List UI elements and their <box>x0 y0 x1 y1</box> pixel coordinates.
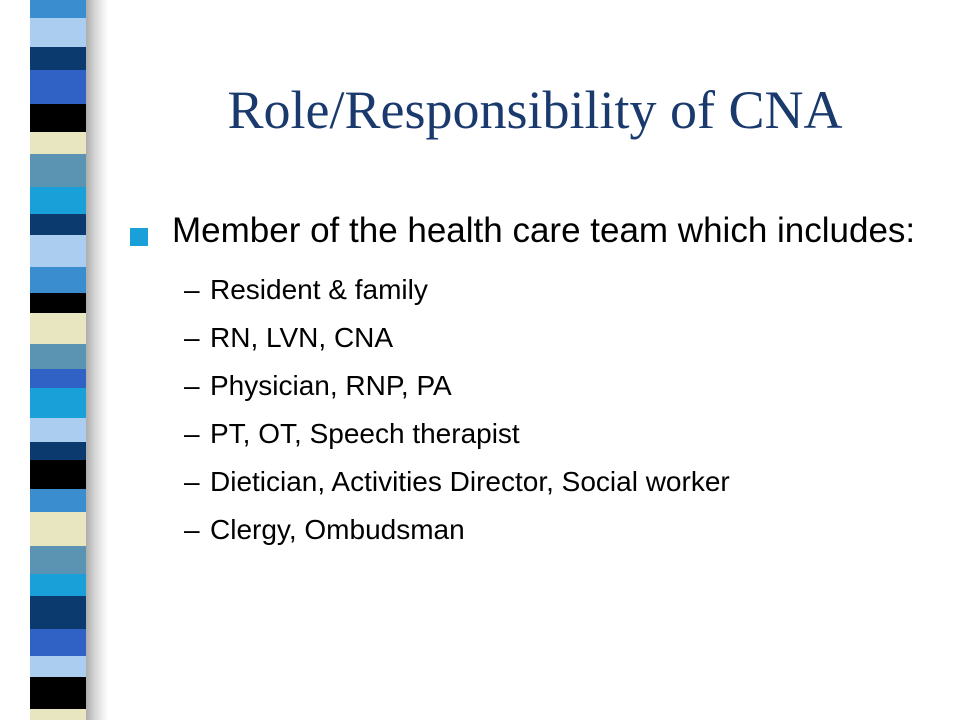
slide-title: Role/Responsibility of CNA <box>227 80 843 140</box>
sub-item-support-staff <box>130 458 930 506</box>
strip-block <box>30 709 86 720</box>
sub-bullet-list <box>130 266 930 554</box>
sub-item-text: Dietician, Activities Director, Social worker <box>210 466 730 497</box>
sub-item-resident-family <box>130 266 930 314</box>
strip-block <box>30 187 86 214</box>
strip-block <box>30 388 86 418</box>
dash-icon: – <box>184 322 200 353</box>
dash-icon: – <box>184 370 200 401</box>
sub-item-text: RN, LVN, CNA <box>210 322 394 353</box>
dash-icon: – <box>184 514 200 545</box>
dash-icon: – <box>184 466 200 497</box>
sub-item-nursing-staff <box>130 314 930 362</box>
strip-block <box>30 47 86 70</box>
strip-block <box>30 267 86 293</box>
sub-item-clergy <box>130 506 930 554</box>
strip-block <box>30 70 86 104</box>
strip-block <box>30 369 86 388</box>
strip-block <box>30 460 86 489</box>
strip-block <box>30 629 86 656</box>
strip-block <box>30 293 86 313</box>
strip-block <box>30 0 86 18</box>
strip-block <box>30 512 86 546</box>
sub-item-text: Resident & family <box>210 274 428 305</box>
strip-block <box>30 132 86 154</box>
strip-block <box>30 235 86 267</box>
strip-block <box>30 442 86 460</box>
strip-block <box>30 214 86 235</box>
strip-block <box>30 418 86 442</box>
strip-block <box>30 18 86 47</box>
main-bullet <box>130 210 930 252</box>
strip-block <box>30 677 86 709</box>
strip-block <box>30 656 86 677</box>
strip-block <box>30 574 86 596</box>
strip-block <box>30 489 86 512</box>
sub-item-physician <box>130 362 930 410</box>
strip-block <box>30 596 86 629</box>
strip-block <box>30 104 86 132</box>
slide-content <box>130 210 930 554</box>
strip-block <box>30 313 86 344</box>
decorative-left-strip <box>0 0 108 720</box>
sub-item-text: Physician, RNP, PA <box>210 370 452 401</box>
dash-icon: – <box>184 418 200 449</box>
sub-item-therapists <box>130 410 930 458</box>
sub-item-text: PT, OT, Speech therapist <box>210 418 520 449</box>
main-bullet-text: Member of the health care team which includes: <box>172 211 916 250</box>
dash-icon: – <box>184 274 200 305</box>
strip-block <box>30 546 86 574</box>
bullet-square-icon <box>130 228 148 246</box>
sub-item-text: Clergy, Ombudsman <box>210 514 465 545</box>
strip-block <box>30 154 86 187</box>
strip-block <box>30 344 86 369</box>
